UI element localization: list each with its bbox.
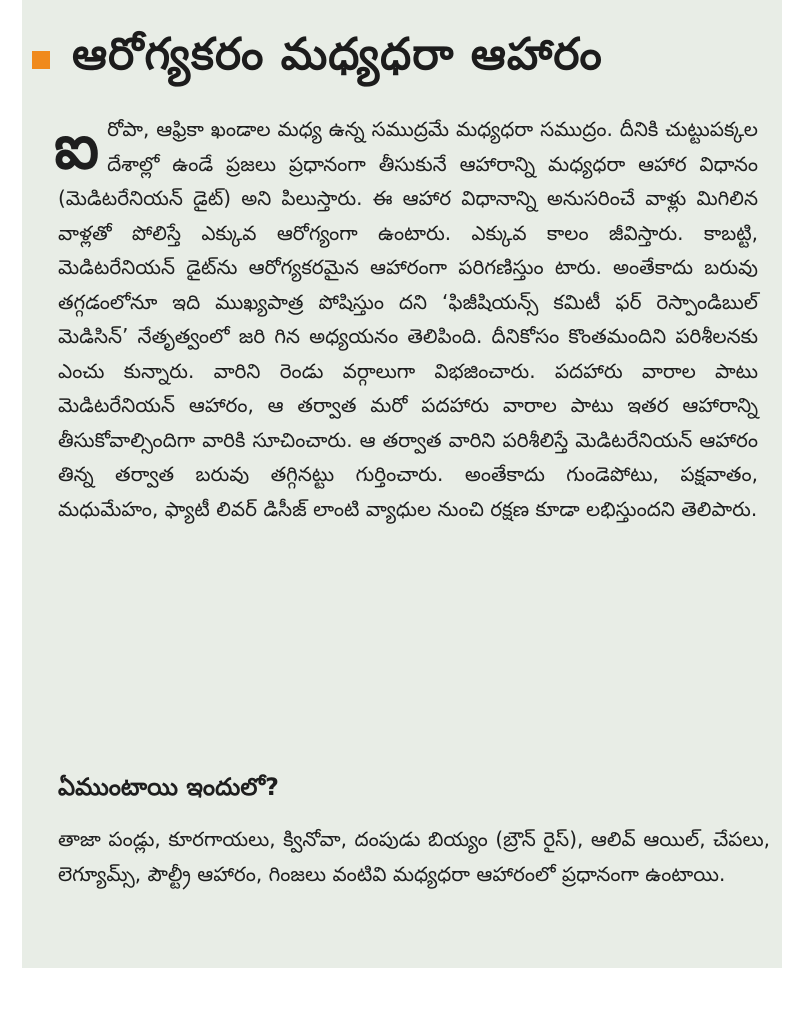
subheading: ఏముంటాయి ఇందులో?: [58, 773, 279, 801]
headline: [32, 22, 772, 98]
body-text: రోపా, ఆఫ్రికా ఖండాల మధ్య ఉన్న సముద్రమే మధ్యధరా సముద్రం. దీనికి చుట్టుపక్కల దేశాల్లో ఉండే ప్రజలు ప్రధానంగా తీసుకునే ఆహారాన్ని మధ్యధరా ఆహార విధానం (మెడిటరేనియన్ డైట్) అని పిలుస్తారు. ఈ ఆహార విధానాన్ని అనుసరించే వాళ్లు మిగిలిన వాళ్లతో పోలిస్తే ఎక్కువ ఆరోగ్యంగా ఉంటారు. ఎక్కువ కాలం జీవిస్తారు. కాబట్టి, మెడిటరేనియన్ డైట్‌ను ఆరోగ్యకరమైన ఆహారంగా పరిగణిస్తుం టారు. అంతేకాదు బరువు తగ్గడంలోనూ ఇది ముఖ్యపాత్ర పోషిస్తుం దని ‘ఫిజీషియన్స్ కమిటీ ఫర్ రెస్పాండిబుల్ మెడిసిన్’ నేతృత్వంలో జరి గిన అధ్యయనం తెలిపింది. దీనికోసం కొంతమందిని పరిశీలనకు ఎంచు కున్నారు. వారిని రెండు వర్గాలుగా విభజించారు. పదహారు వారాల పాటు మెడిటరేనియన్ ఆహారం, ఆ తర్వాత మరో పదహారు వారాల పాటు ఇతర ఆహారాన్ని తీసుకోవాల్సిందిగా వారికి సూచించారు. ఆ తర్వాత వారిని పరిశీలిస్తే మెడిటరేనియన్ ఆహారం తిన్న తర్వాత బరువు తగ్గినట్టు గుర్తించారు. అంతేకాదు గుండెపోటు, పక్షవాతం, మధుమేహం, ఫ్యాటీ లివర్ డిసీజ్ లాంటి వ్యాధుల నుంచి రక్షణ కూడా లభిస్తుందని తెలిపారు.: [58, 117, 758, 521]
square-bullet-icon: [32, 51, 50, 69]
article-body: [54, 110, 758, 526]
headline-text: ఆరోగ్యకరం మధ్యధరా ఆహారం: [72, 29, 603, 80]
ingredients-text: తాజా పండ్లు, కూరగాయలు, క్వినోవా, దంపుడు బియ్యం (బ్రౌన్ రైస్), ఆలివ్ ఆయిల్, చేపలు, లెగ్యూమ్స్, పౌల్ట్రీ ఆహారం, గింజలు వంటివి మధ్యధరా ఆహారంలో ప్రధానంగా ఉంటాయి.: [58, 827, 770, 886]
article-panel: [22, 0, 782, 968]
drop-cap: ఐ: [54, 110, 100, 183]
